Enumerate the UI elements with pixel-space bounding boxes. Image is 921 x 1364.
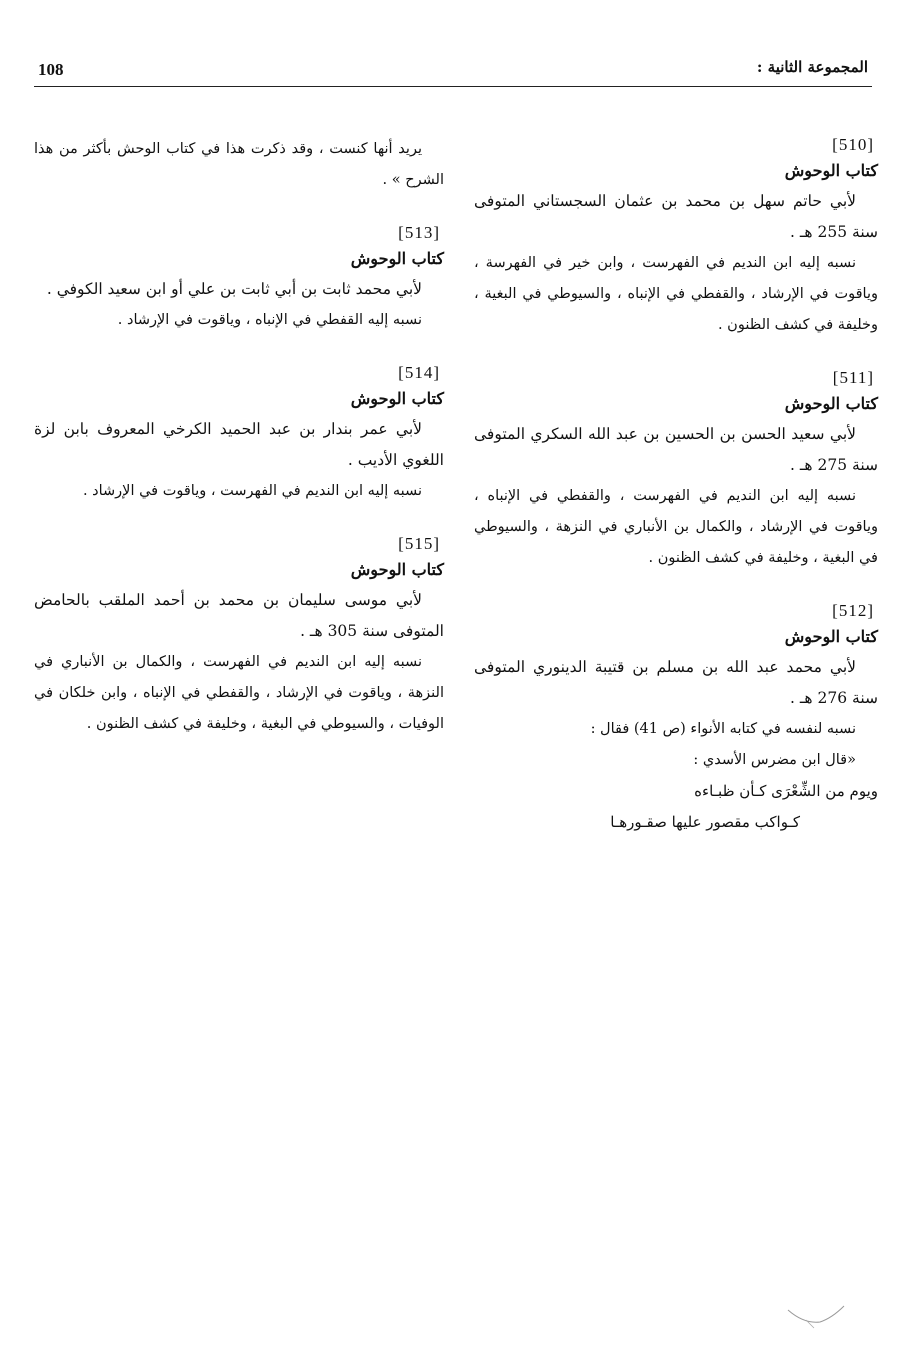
entry-author: لأبي محمد ثابت بن أبي ثابت بن علي أو ابن سعيد الكوفي . — [46, 280, 422, 298]
entry-number: [512] — [832, 601, 874, 620]
verse-line-1: ويوم من الشِّعْرَى كـأن ظبـاءه — [694, 782, 878, 800]
entry-title: كتاب الوحوش — [350, 389, 444, 408]
continuation-text: يريد أنها كنست ، وقد ذكرت هذا في كتاب الوحش بأكثر من هذا الشرح » . — [34, 141, 444, 188]
entry-513 — [34, 222, 444, 336]
entry-author: لأبي سعيد الحسن بن الحسين بن عبد الله السكري المتوفى سنة 275 هـ . — [474, 425, 878, 474]
entry-author: لأبي محمد عبد الله بن مسلم بن قتيبة الدينوري المتوفى سنة 276 هـ . — [474, 658, 878, 707]
entry-number: [515] — [398, 534, 440, 553]
entry-514 — [34, 362, 444, 507]
entry-510 — [474, 134, 878, 341]
entry-title: كتاب الوحوش — [784, 394, 878, 413]
entry-attribution: نسبه إليه ابن النديم في الفهرست ، وابن خير في الفهرسة ، وياقوت في الإرشاد ، والقفطي في الإنباه ، والسيوطي في البغية ، وخليفة في كشف الظنون . — [474, 255, 878, 333]
page-corner-mark — [786, 1300, 846, 1330]
running-title: المجموعة الثانية : — [756, 58, 868, 76]
left-column — [34, 134, 444, 766]
entry-title: كتاب الوحوش — [784, 627, 878, 646]
entry-512 — [474, 600, 878, 838]
right-column — [474, 134, 878, 864]
page-number: 108 — [38, 60, 64, 79]
entry-author: لأبي موسى سليمان بن محمد بن أحمد الملقب بالحامض المتوفى سنة 305 هـ . — [34, 591, 444, 640]
entry-attribution: نسبه لنفسه في كتابه الأنواء (ص 41) فقال : — [590, 721, 856, 737]
entry-attribution: نسبه إليه ابن النديم في الفهرست ، والكمال بن الأنباري في النزهة ، وياقوت في الإرشاد ، والقفطي في الإنباه ، وابن خلكان في الوفيات ، والسيوطي في البغية ، وخليفة في كشف الظنون . — [34, 654, 444, 732]
entry-number: [510] — [832, 135, 874, 154]
entry-number: [514] — [398, 363, 440, 382]
entry-title: كتاب الوحوش — [350, 560, 444, 579]
verse-line-2: كـواكب مقصور عليها صقـورهـا — [610, 813, 800, 831]
entry-number: [511] — [832, 368, 874, 387]
quote-intro: «قال ابن مضرس الأسدي : — [693, 752, 856, 768]
page-header — [34, 56, 872, 87]
entry-number: [513] — [398, 223, 440, 242]
entry-attribution: نسبه إليه القفطي في الإنباه ، وياقوت في الإرشاد . — [117, 312, 422, 328]
entry-title: كتاب الوحوش — [784, 161, 878, 180]
entry-author: لأبي عمر بندار بن عبد الحميد الكرخي المعروف بابن لزة اللغوي الأديب . — [34, 420, 444, 469]
entry-attribution: نسبه إليه ابن النديم في الفهرست ، والقفطي في الإنباه ، وياقوت في الإرشاد ، والكمال بن الأنباري في النزهة ، والسيوطي في البغية ، وخليفة في كشف الظنون . — [474, 488, 878, 566]
entry-511 — [474, 367, 878, 574]
entry-attribution: نسبه إليه ابن النديم في الفهرست ، وياقوت في الإرشاد . — [82, 483, 422, 499]
entry-title: كتاب الوحوش — [350, 249, 444, 268]
entry-author: لأبي حاتم سهل بن محمد بن عثمان السجستاني المتوفى سنة 255 هـ . — [474, 192, 878, 241]
entry-515 — [34, 533, 444, 740]
continuation-block — [34, 134, 444, 196]
